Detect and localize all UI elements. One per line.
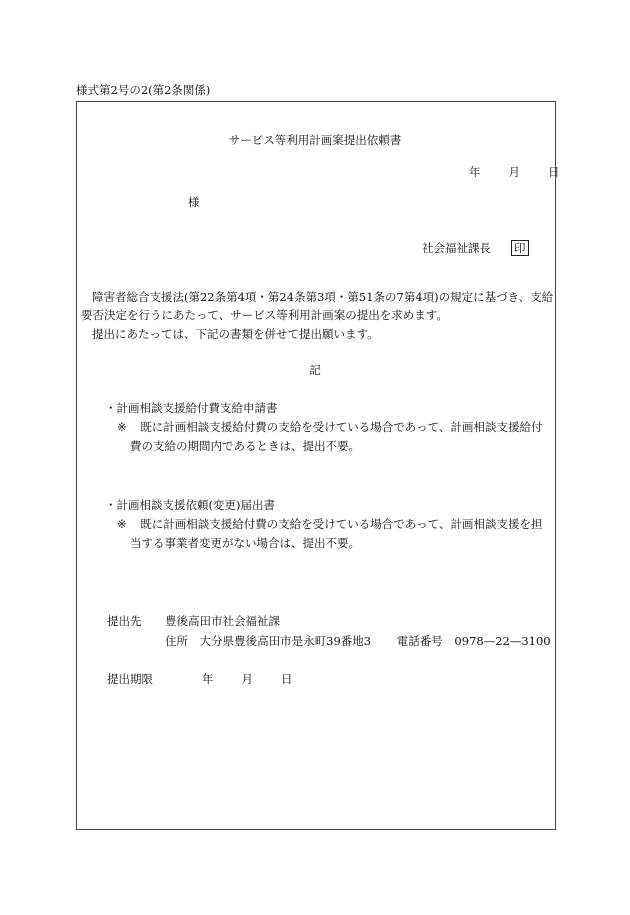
form-frame	[76, 101, 556, 830]
item-2-title: ・計画相談支援依頼(変更)届出書	[105, 498, 275, 512]
phone-value: 0978—22—3100	[454, 634, 551, 648]
body-line-1: 障害者総合支援法(第22条第4項・第24条第3項・第51条の7第4項)の規定に基づき、支給	[92, 290, 554, 304]
document-title: サービス等利用計画案提出依頼書	[228, 133, 402, 147]
address-label: 住所	[165, 634, 188, 648]
seal-mark: 印	[511, 240, 529, 256]
item-1-note-line-1	[117, 418, 542, 436]
date-line	[469, 163, 560, 181]
item-1-note-line-2: 費の支給の期間内であるときは、提出不要。	[130, 439, 360, 453]
note-mark: ※	[117, 420, 127, 434]
phone-label: 電話番号	[396, 634, 443, 648]
date-year: 年	[469, 165, 481, 179]
ki-heading: 記	[309, 363, 321, 377]
form-number: 様式第2号の2(第2条関係)	[76, 83, 211, 97]
deadline-month: 月	[241, 672, 253, 686]
deadline-day: 日	[281, 672, 293, 686]
addressee-suffix: 様	[188, 195, 200, 209]
sender-line	[422, 239, 529, 257]
body-line-2: 要否決定を行うにあたって、サービス等利用計画案の提出を求めます。	[81, 308, 448, 322]
item-2-note-line-2: 当する事業者変更がない場合は、提出不要。	[130, 536, 360, 550]
submission-office: 豊後高田市社会福祉課	[165, 614, 280, 628]
deadline-label: 提出期限	[107, 672, 153, 686]
item-1-title: ・計画相談支援給付費支給申請書	[105, 401, 278, 415]
body-line-3: 提出にあたっては、下記の書類を併せて提出願います。	[92, 327, 379, 341]
note-mark: ※	[117, 517, 127, 531]
date-day: 日	[548, 165, 560, 179]
submission-label: 提出先	[107, 614, 142, 628]
submission-address-line	[165, 632, 551, 650]
item-2-note-line-1	[117, 515, 542, 533]
deadline-year: 年	[202, 672, 214, 686]
deadline-date	[202, 670, 293, 688]
address-value: 大分県豊後高田市是永町39番地3	[199, 634, 372, 648]
sender-title: 社会福祉課長	[422, 241, 491, 255]
item-1-note-text: 既に計画相談支援給付費の支給を受けている場合であって、計画相談支援給付	[140, 420, 543, 434]
item-2-note-text: 既に計画相談支援給付費の支給を受けている場合であって、計画相談支援を担	[140, 517, 543, 531]
date-month: 月	[508, 165, 520, 179]
